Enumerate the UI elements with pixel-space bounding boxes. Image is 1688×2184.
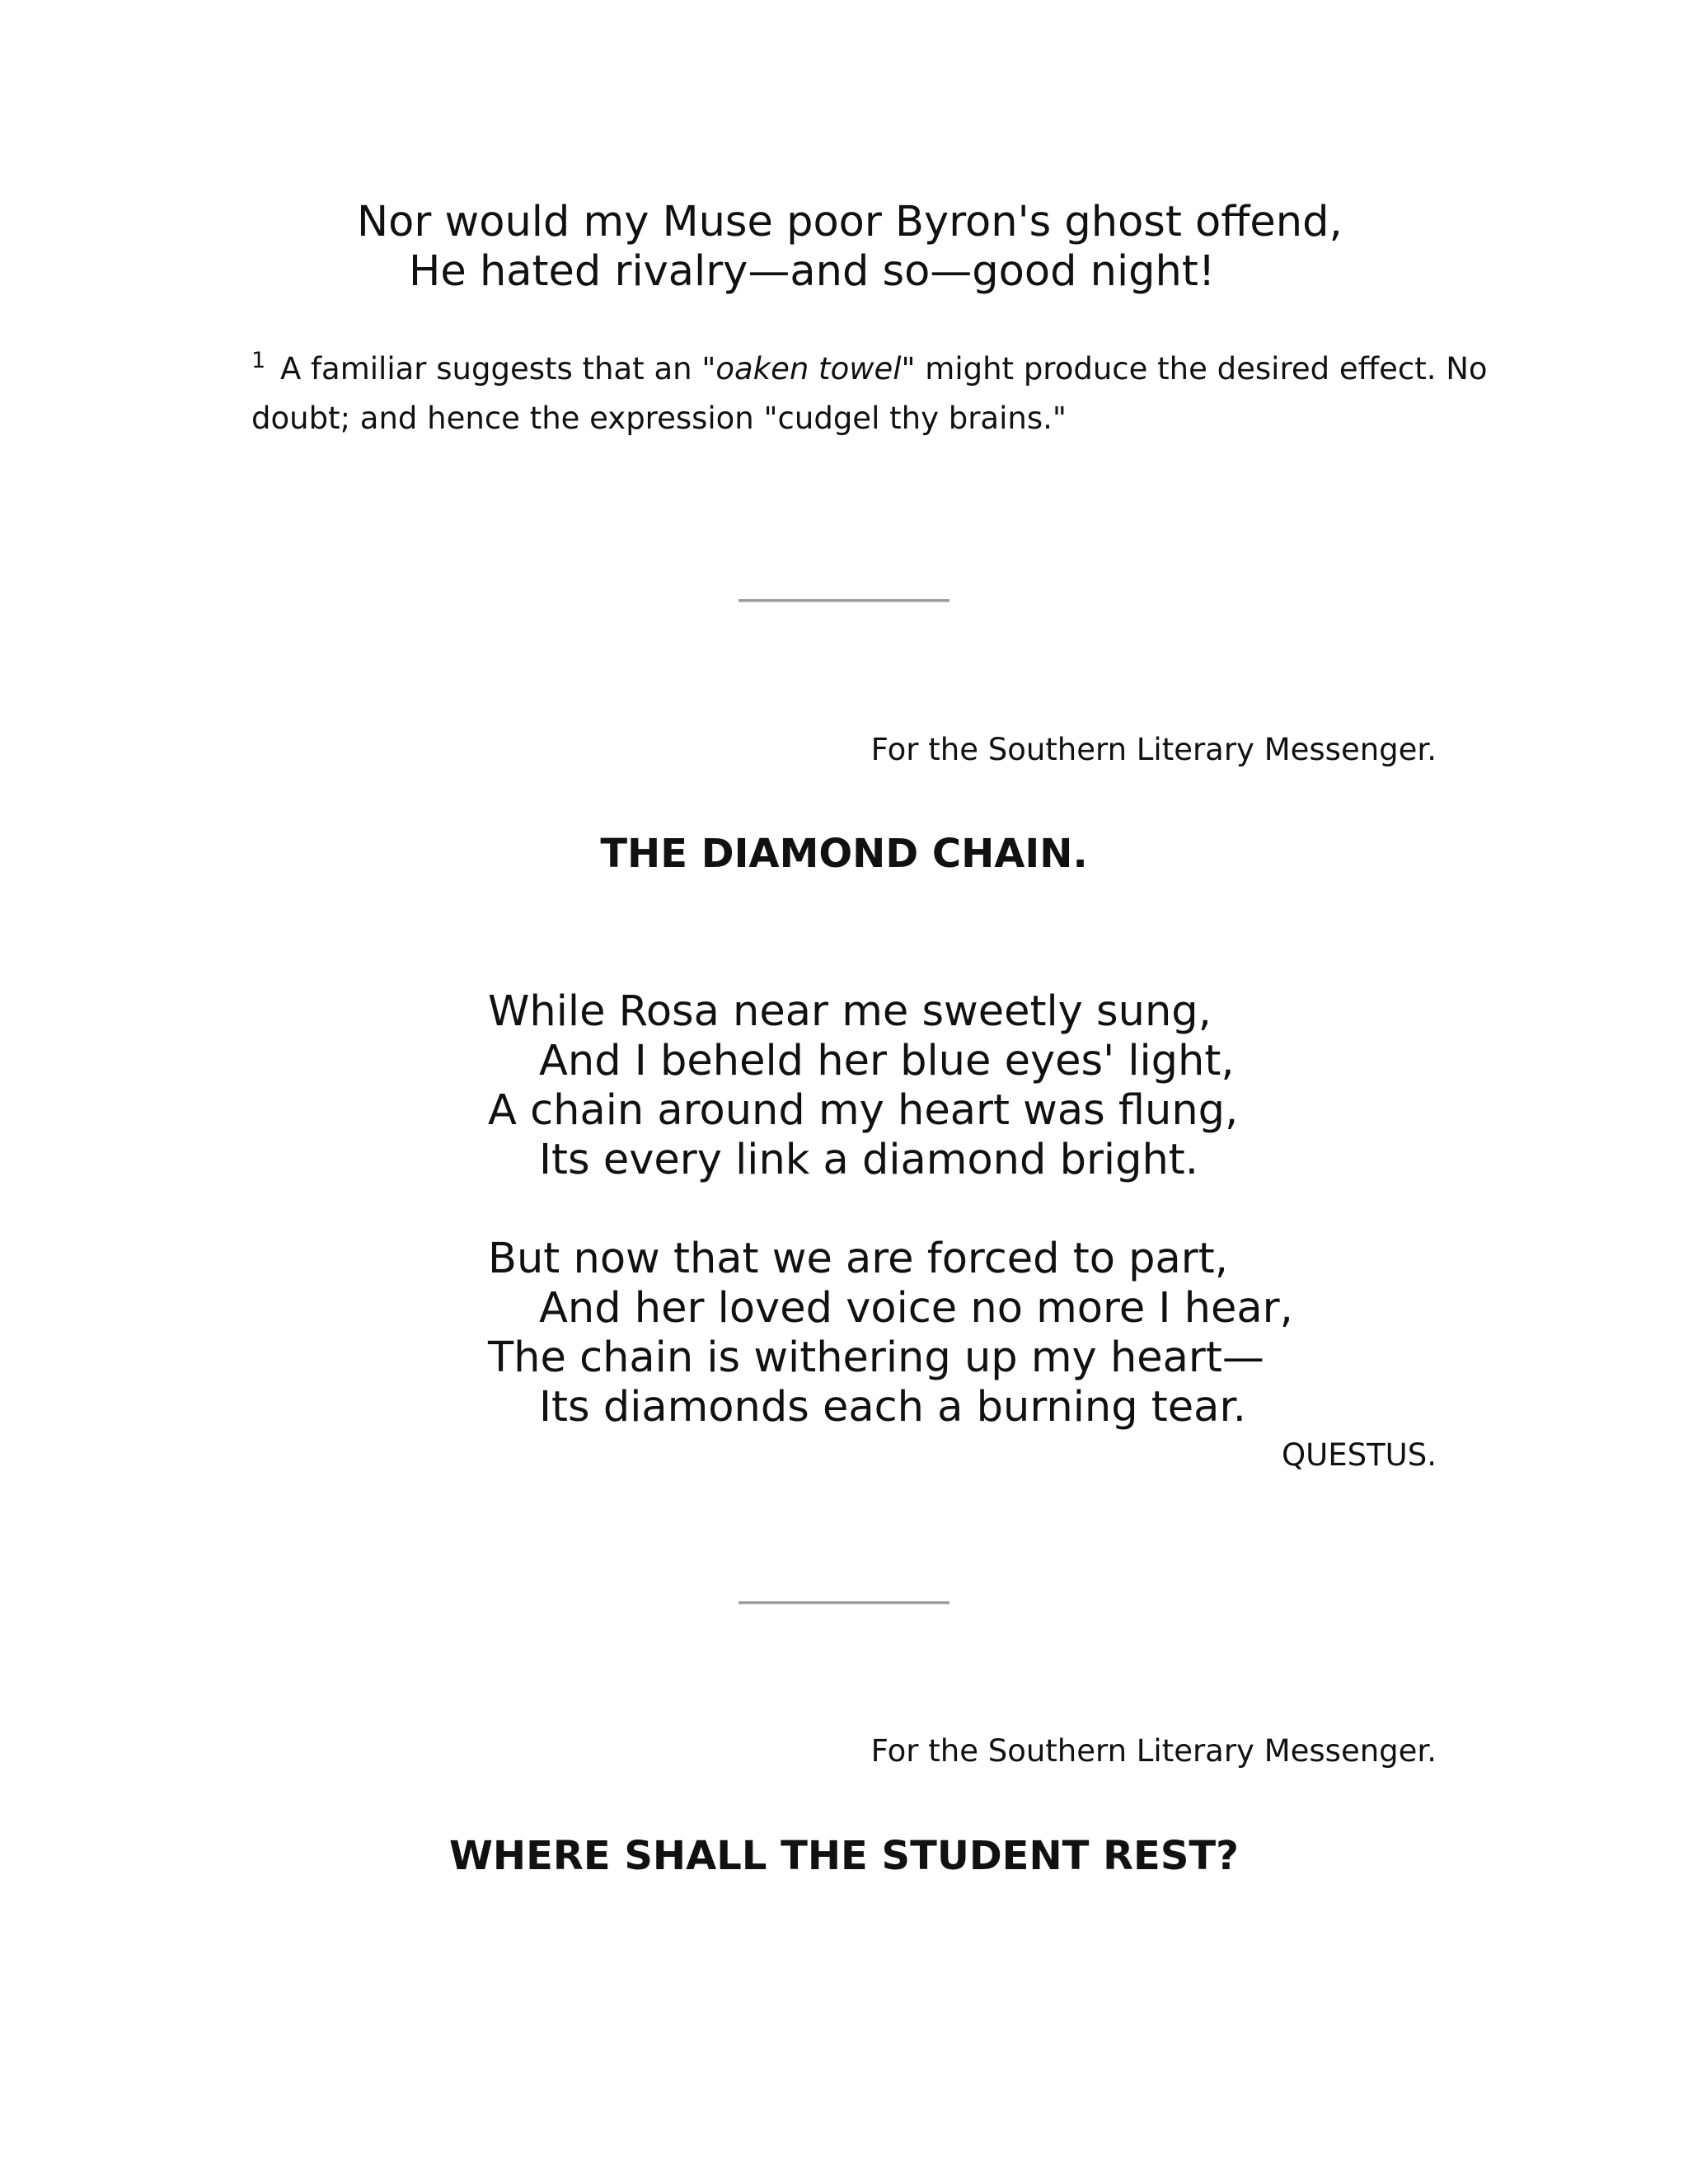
footnote-text: A familiar suggests that an " <box>279 351 716 387</box>
section-divider <box>738 1601 950 1605</box>
poem-line: While Rosa near me sweetly sung, <box>488 987 1212 1036</box>
poem-title: WHERE SHALL THE STUDENT REST? <box>448 1833 1239 1879</box>
poem-line: And I beheld her blue eyes' light, <box>539 1037 1235 1085</box>
poem-line: He hated rivalry—and so—good night! <box>409 247 1216 296</box>
publication-credit: For the Southern Literary Messenger. <box>870 732 1437 767</box>
poem-line: But now that we are forced to part, <box>488 1235 1228 1283</box>
publication-credit: For the Southern Literary Messenger. <box>870 1733 1437 1769</box>
section-divider <box>738 599 950 602</box>
poem-line: The chain is withering up my heart— <box>488 1333 1264 1382</box>
poem-line: And her loved voice no more I hear, <box>539 1284 1293 1333</box>
footnote-italic: oaken towel <box>715 351 902 387</box>
footnote-line-2: doubt; and hence the expression "cudgel thy brains." <box>251 401 1067 436</box>
poem-line: Its every link a diamond bright. <box>539 1136 1198 1184</box>
poem-line: Nor would my Muse poor Byron's ghost offend, <box>357 198 1343 246</box>
poem-title: THE DIAMOND CHAIN. <box>600 831 1088 877</box>
poem-line: A chain around my heart was flung, <box>488 1086 1239 1135</box>
footnote-text-after: " might produce the desired effect. No <box>901 351 1488 387</box>
footnote-number: 1 <box>251 348 266 373</box>
author-signature: QUESTUS. <box>1282 1437 1437 1473</box>
footnote <box>251 344 1488 397</box>
poem-line: Its diamonds each a burning tear. <box>539 1383 1246 1432</box>
